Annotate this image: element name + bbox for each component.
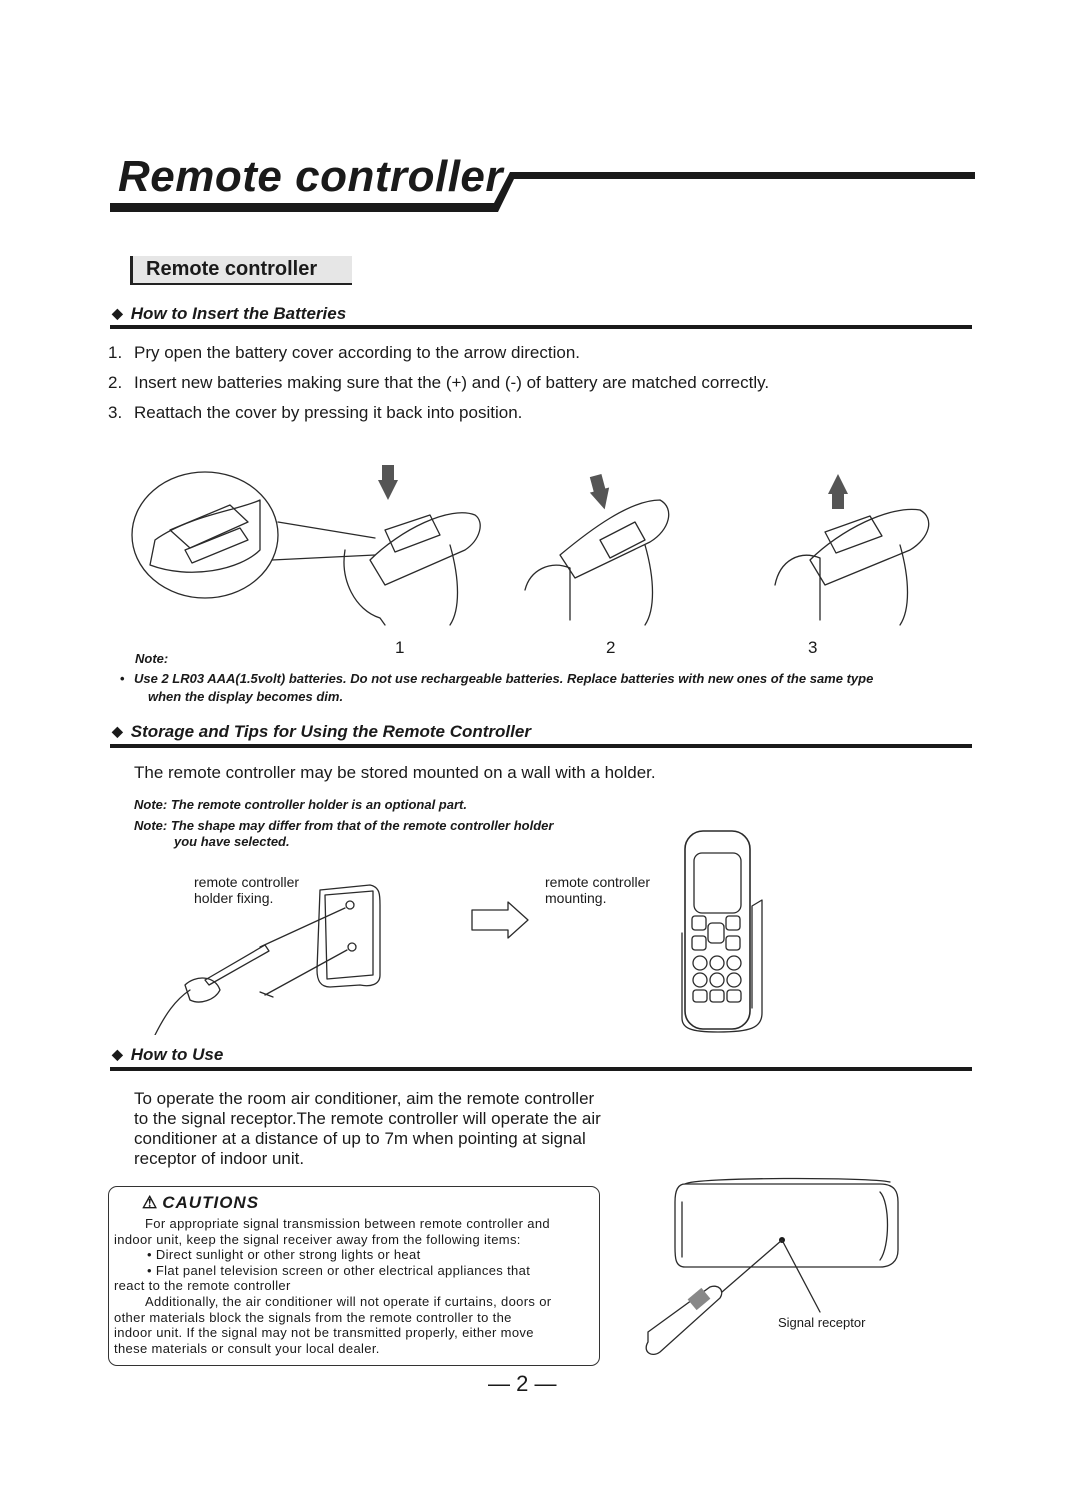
outline-arrow-right-icon (470, 900, 530, 940)
section-label (130, 256, 352, 284)
storage-intro: The remote controller may be stored mounted on a wall with a holder. (134, 763, 656, 782)
cautions-text: For appropriate signal transmission between remote controller and indoor unit, keep the signal receiver away from the following items: • Direct sunlight or other strong lights or heat • Flat panel television screen or other electrical appliances that react to the remote controller Additionally, the air conditioner will not operate if curtains, doors or other materials block the signals from the remote controller to the indoor unit. If the signal may not be transmitted properly, either move these materials or consult your local dealer. (114, 1216, 552, 1356)
cautions-title: ⚠ CAUTIONS (142, 1193, 260, 1212)
holder-fixing-illustration (145, 875, 395, 1035)
battery-note: • Use 2 LR03 AAA(1.5volt) batteries. Do not use rechargeable batteries. Replace batteries with new ones of the same type when the display becomes dim. (120, 671, 874, 704)
battery-note-label: Note: (135, 651, 169, 666)
storage-note-1: Note: The remote controller holder is an optional part. (134, 797, 467, 812)
battery-step-3: 3. Reattach the cover by pressing it back into position. (108, 403, 523, 422)
figure-label-2: 2 (606, 638, 616, 657)
storage-note-2: Note: The shape may differ from that of the remote controller holder (134, 818, 554, 833)
section-label-underline (130, 283, 352, 285)
batteries-heading: ◆ How to Insert the Batteries (112, 304, 347, 323)
how-to-use-heading-rule (110, 1067, 972, 1071)
mounting-caption: remote controller mounting. (545, 874, 651, 906)
how-to-use-heading: ◆ How to Use (112, 1045, 224, 1064)
storage-note-2-cont: you have selected. (174, 834, 290, 849)
battery-step-2: 2. Insert new batteries making sure that the (+) and (-) of battery are matched correctly. (108, 373, 770, 392)
section-label-text: Remote controller (146, 258, 318, 280)
figure-label-1: 1 (395, 638, 405, 657)
battery-insertion-illustration (130, 460, 970, 630)
remote-in-holder-illustration (680, 828, 770, 1034)
indoor-unit-illustration (640, 1172, 910, 1372)
signal-receptor-label: Signal receptor (778, 1315, 866, 1330)
warning-triangle-icon: ⚠ (142, 1193, 159, 1212)
diamond-bullet-icon: ◆ (112, 1046, 123, 1062)
holder-fixing-caption: remote controller holder fixing. (194, 874, 300, 906)
batteries-heading-rule (110, 325, 972, 329)
figure-label-3: 3 (808, 638, 818, 657)
diamond-bullet-icon: ◆ (112, 305, 123, 321)
battery-step-1: 1. Pry open the battery cover according to the arrow direction. (108, 343, 581, 362)
storage-heading-rule (110, 744, 972, 748)
diamond-bullet-icon: ◆ (112, 723, 123, 739)
page-title: Remote controller (118, 152, 504, 201)
storage-heading: ◆ Storage and Tips for Using the Remote Controller (112, 722, 531, 741)
page-number: — 2 — (488, 1371, 557, 1396)
how-to-use-text: To operate the room air conditioner, aim the remote controller to the signal receptor.The remote controller will operate the air conditioner at a distance of up to 7m when pointing at signal receptor of indoor unit. (134, 1089, 601, 1168)
